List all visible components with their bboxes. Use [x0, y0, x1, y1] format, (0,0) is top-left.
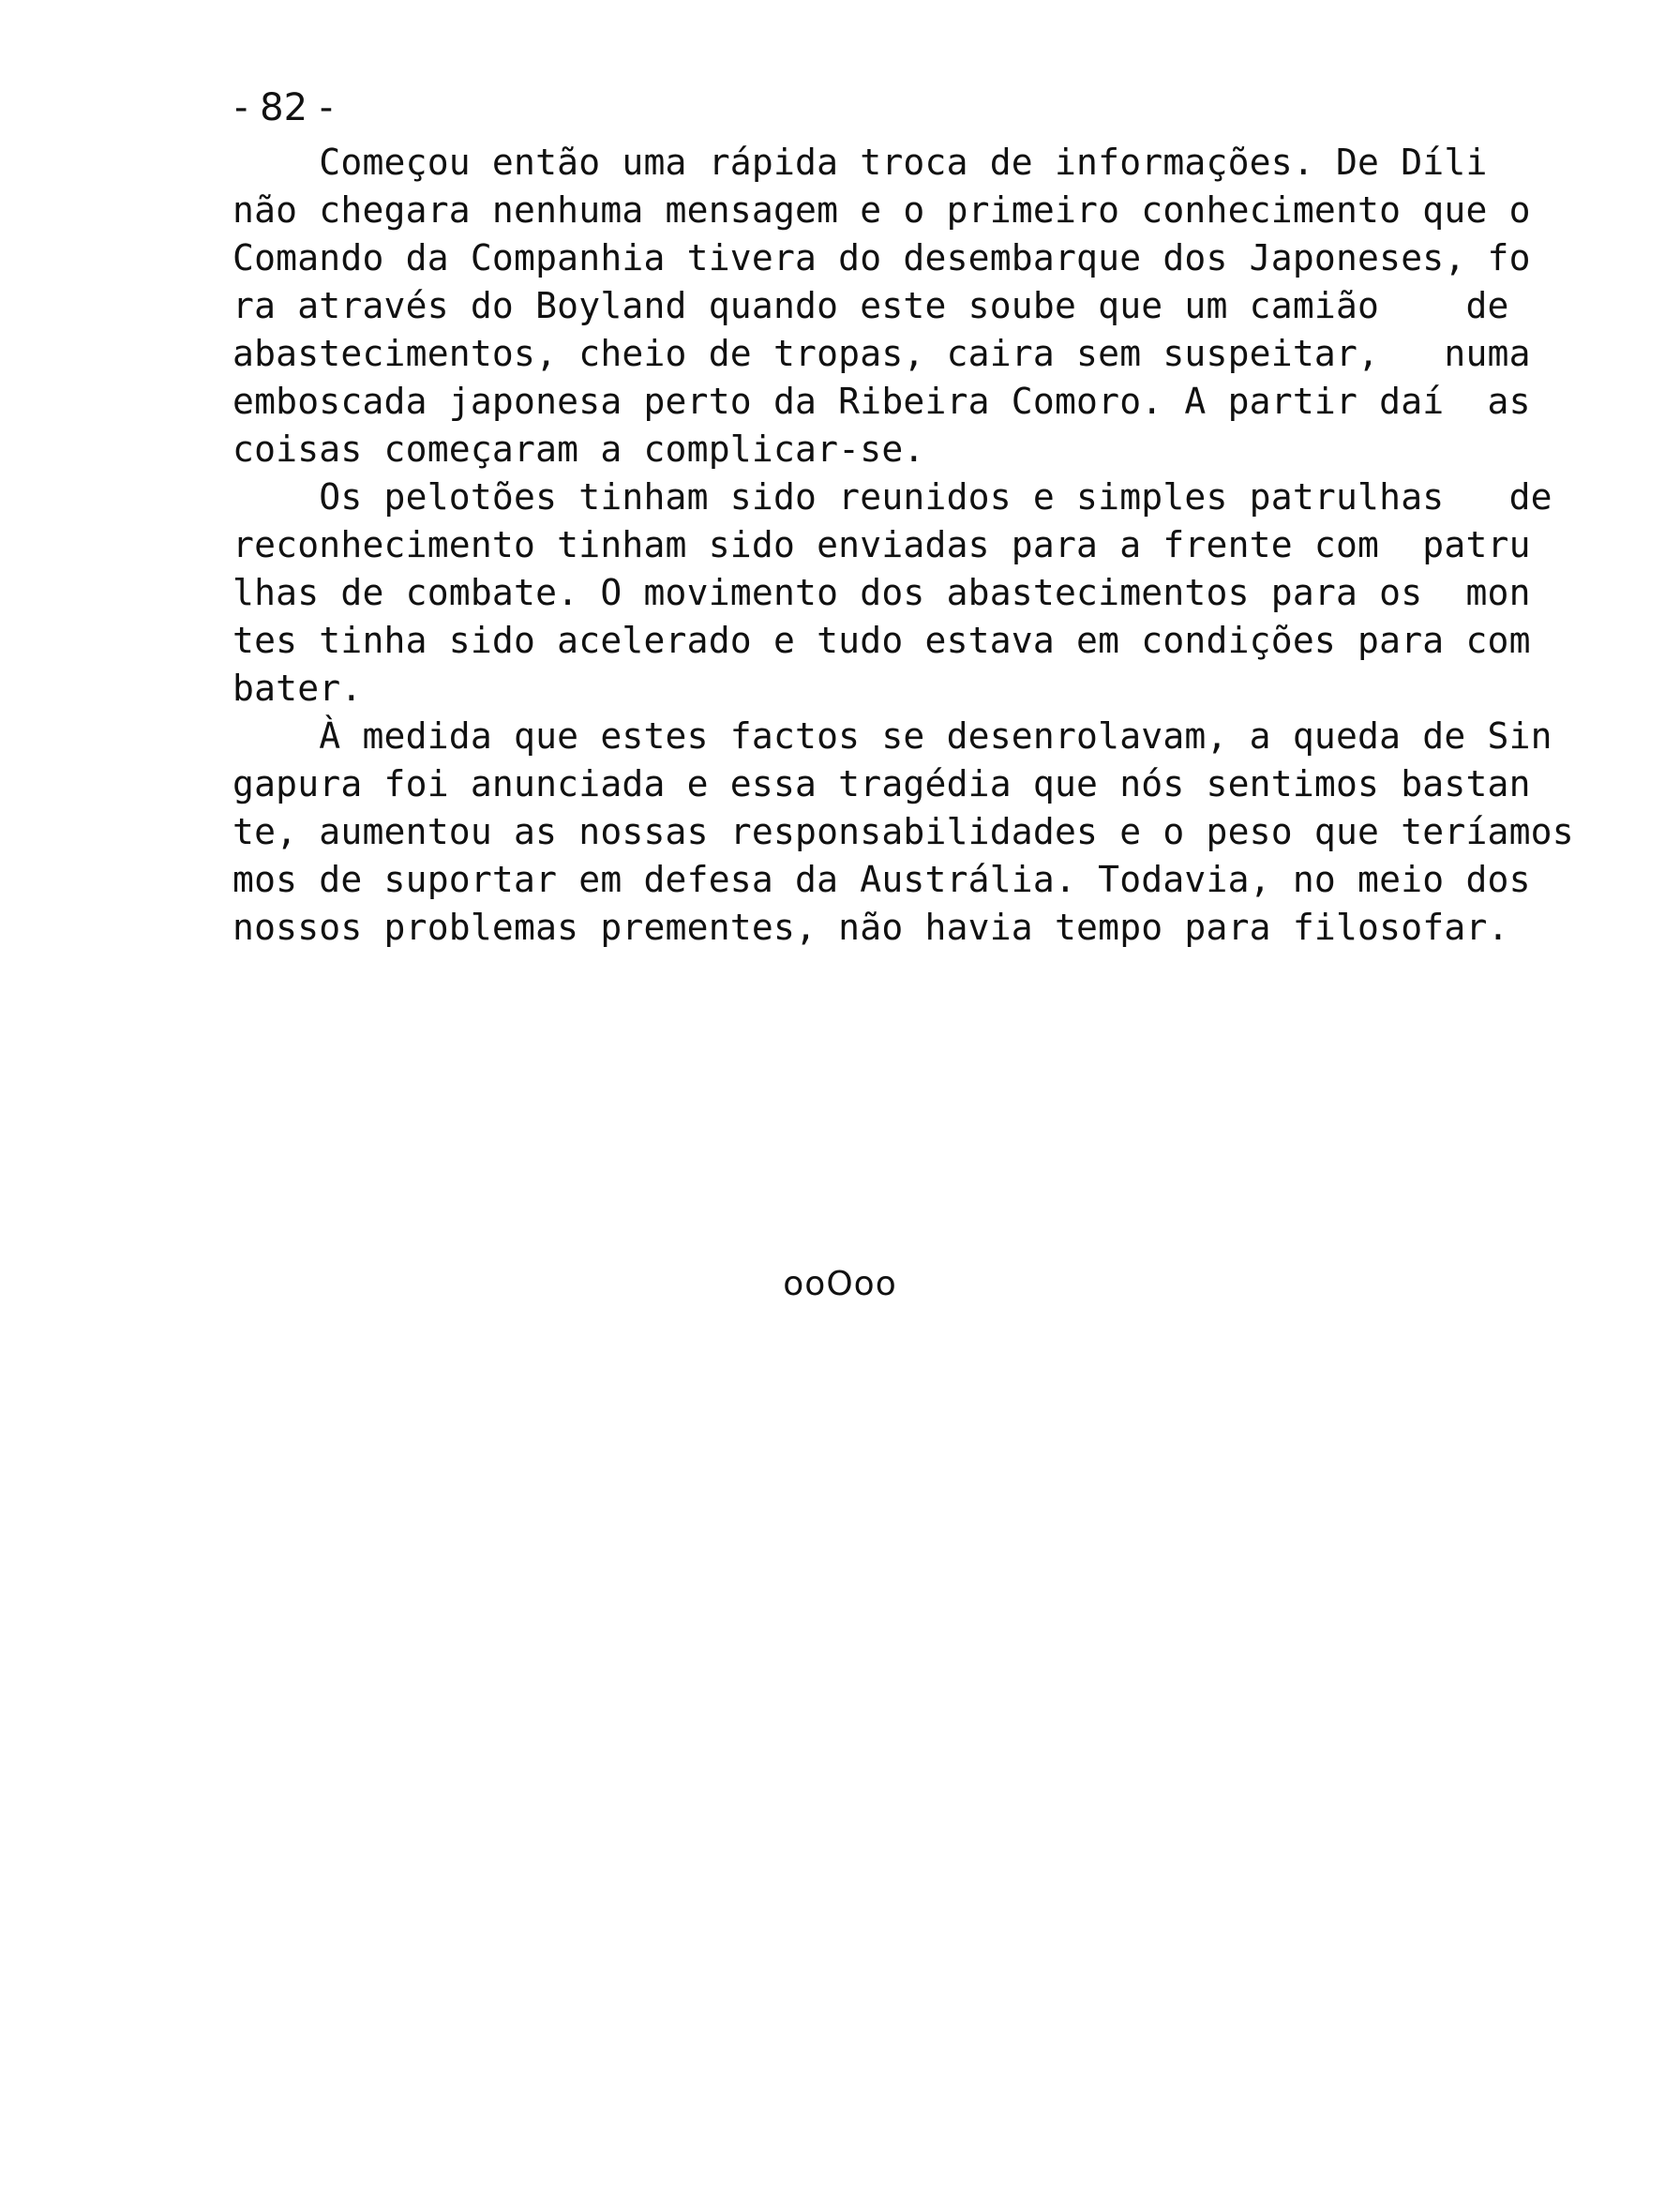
- text-line: bater.: [232, 668, 363, 709]
- body-text: [232, 139, 1639, 952]
- text-line: não chegara nenhuma mensagem e o primeiro conhecimento que o: [232, 189, 1531, 231]
- text-line: coisas começaram a complicar-se.: [232, 428, 925, 470]
- page-number: - 82 -: [234, 86, 334, 129]
- text-line: nossos problemas prementes, não havia tempo para filosofar.: [232, 907, 1509, 948]
- text-line: tes tinha sido acelerado e tudo estava em condições para com: [232, 620, 1531, 661]
- text-line: À medida que estes factos se desenrolavam, a queda de Sin: [232, 715, 1552, 757]
- text-line: abastecimentos, cheio de tropas, caira sem suspeitar, numa: [232, 333, 1531, 374]
- text-line: lhas de combate. O movimento dos abastecimentos para os mon: [232, 572, 1531, 613]
- text-line: ra através do Boyland quando este soube que um camião de: [232, 285, 1509, 326]
- text-line: te, aumentou as nossas responsabilidades e o peso que teríamos: [232, 811, 1574, 852]
- text-line: emboscada japonesa perto da Ribeira Comoro. A partir daí as: [232, 381, 1531, 422]
- text-line: Os pelotões tinham sido reunidos e simples patrulhas de: [232, 476, 1552, 518]
- text-line: Comando da Companhia tivera do desembarque dos Japoneses, fo: [232, 237, 1531, 278]
- text-line: gapura foi anunciada e essa tragédia que nós sentimos bastan: [232, 763, 1531, 804]
- text-line: reconhecimento tinham sido enviadas para a frente com patru: [232, 524, 1531, 565]
- section-separator: ooOoo: [783, 1265, 897, 1303]
- text-line: mos de suportar em defesa da Austrália. Todavia, no meio dos: [232, 859, 1531, 900]
- text-line: Começou então uma rápida troca de informações. De Díli: [232, 142, 1488, 183]
